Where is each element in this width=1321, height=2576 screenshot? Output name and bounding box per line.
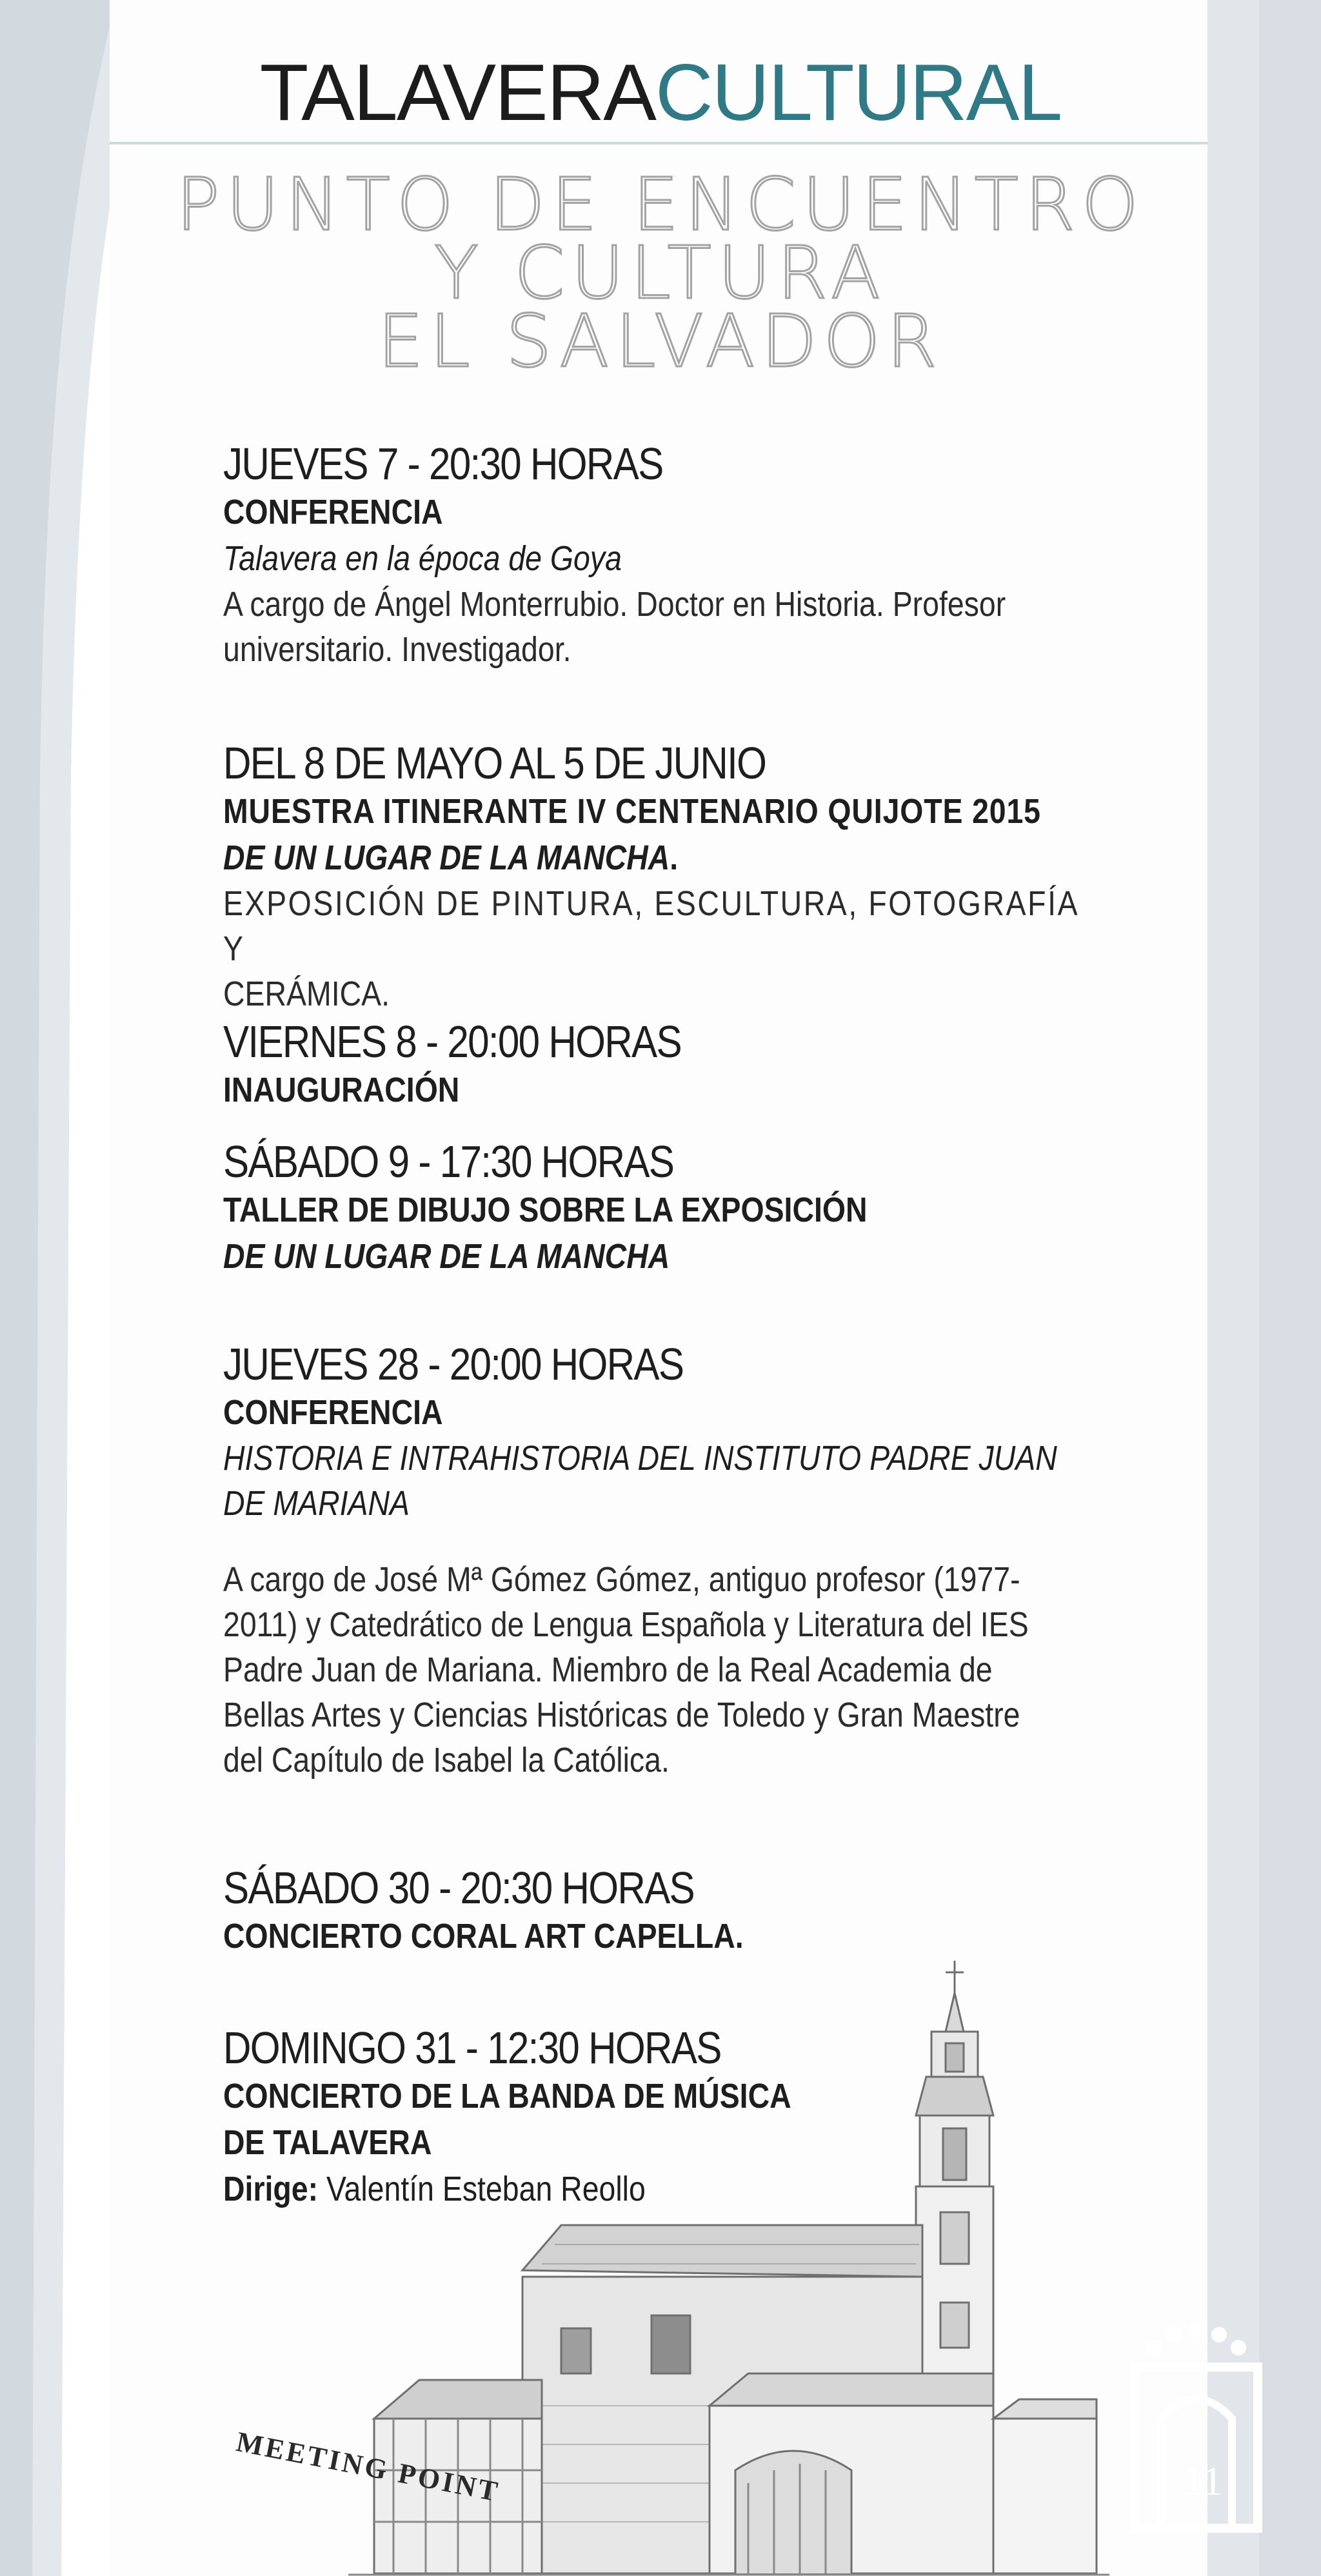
header-divider [110, 142, 1207, 144]
subtitle-line-3: EL SALVADOR [377, 300, 944, 384]
event-description: EXPOSICIÓN DE PINTURA, ESCULTURA, FOTOGRAFÍA Y CERÁMICA. [223, 884, 1078, 1013]
event-director: Dirige: Valentín Esteban Reollo [223, 2170, 646, 2208]
title-main: TALAVERA [259, 48, 655, 137]
title-accent: CULTURAL [655, 48, 1062, 137]
event-title: DE UN LUGAR DE LA MANCHA. [223, 838, 679, 877]
event-type: CONCIERTO DE LA BANDA DE MÚSICA [223, 2077, 791, 2115]
event-type: CONFERENCIA [223, 1393, 443, 1432]
event-date: JUEVES 7 - 20:30 HORAS [223, 439, 663, 489]
event-title: Talavera en la época de Goya [223, 539, 622, 578]
event-item [223, 439, 1098, 672]
event-date: SÁBADO 9 - 17:30 HORAS [223, 1136, 674, 1187]
event-description: A cargo de José Mª Gómez Gómez, antiguo profesor (1977- 2011) y Catedrático de Lengua Española y Literatura del IES Padre Juan de Mariana. Miembro de la Real Academia de Bellas Artes y Ciencias Históricas de Toledo y Gran Maestre del Capítulo de Isabel la Católica. [223, 1560, 1029, 1779]
event-date: DOMINGO 31 - 12:30 HORAS [223, 2023, 721, 2073]
event-item [223, 1863, 1098, 1959]
page-number: 11 [1183, 2458, 1223, 2504]
event-title: HISTORIA E INTRAHISTORIA DEL INSTITUTO PADRE JUAN DE MARIANA [223, 1439, 1057, 1523]
event-type: TALLER DE DIBUJO SOBRE LA EXPOSICIÓN [223, 1191, 868, 1229]
event-type: CONFERENCIA [223, 493, 443, 531]
event-item [223, 1136, 1098, 1280]
meeting-point-stamp: MEETING POINT [233, 2425, 503, 2508]
event-date: DEL 8 DE MAYO AL 5 DE JUNIO [223, 738, 766, 788]
event-date: JUEVES 28 - 20:00 HORAS [223, 1339, 684, 1389]
event-type: MUESTRA ITINERANTE IV CENTENARIO QUIJOTE 2015 [223, 792, 1041, 831]
subtitle-line-2: Y CULTURA [434, 232, 887, 315]
event-type-cont: DE TALAVERA [223, 2123, 432, 2162]
event-description: A cargo de Ángel Monterrubio. Doctor en Historia. Profesor universitario. Investigador. [223, 585, 1006, 669]
event-item [223, 1339, 1098, 1783]
side-band-inner [1259, 0, 1321, 2576]
event-date: SÁBADO 30 - 20:30 HORAS [223, 1863, 694, 1913]
event-type: CONCIERTO CORAL ART CAPELLA. [223, 1917, 744, 1956]
event-title: DE UN LUGAR DE LA MANCHA [223, 1237, 670, 1276]
event-item [223, 738, 1098, 1113]
subtitle-line-1: PUNTO DE ENCUENTRO [176, 163, 1145, 247]
event-subtype: INAUGURACIÓN [223, 1071, 460, 1109]
event-subdate: VIERNES 8 - 20:00 HORAS [223, 1016, 681, 1067]
page-title [0, 48, 1321, 137]
